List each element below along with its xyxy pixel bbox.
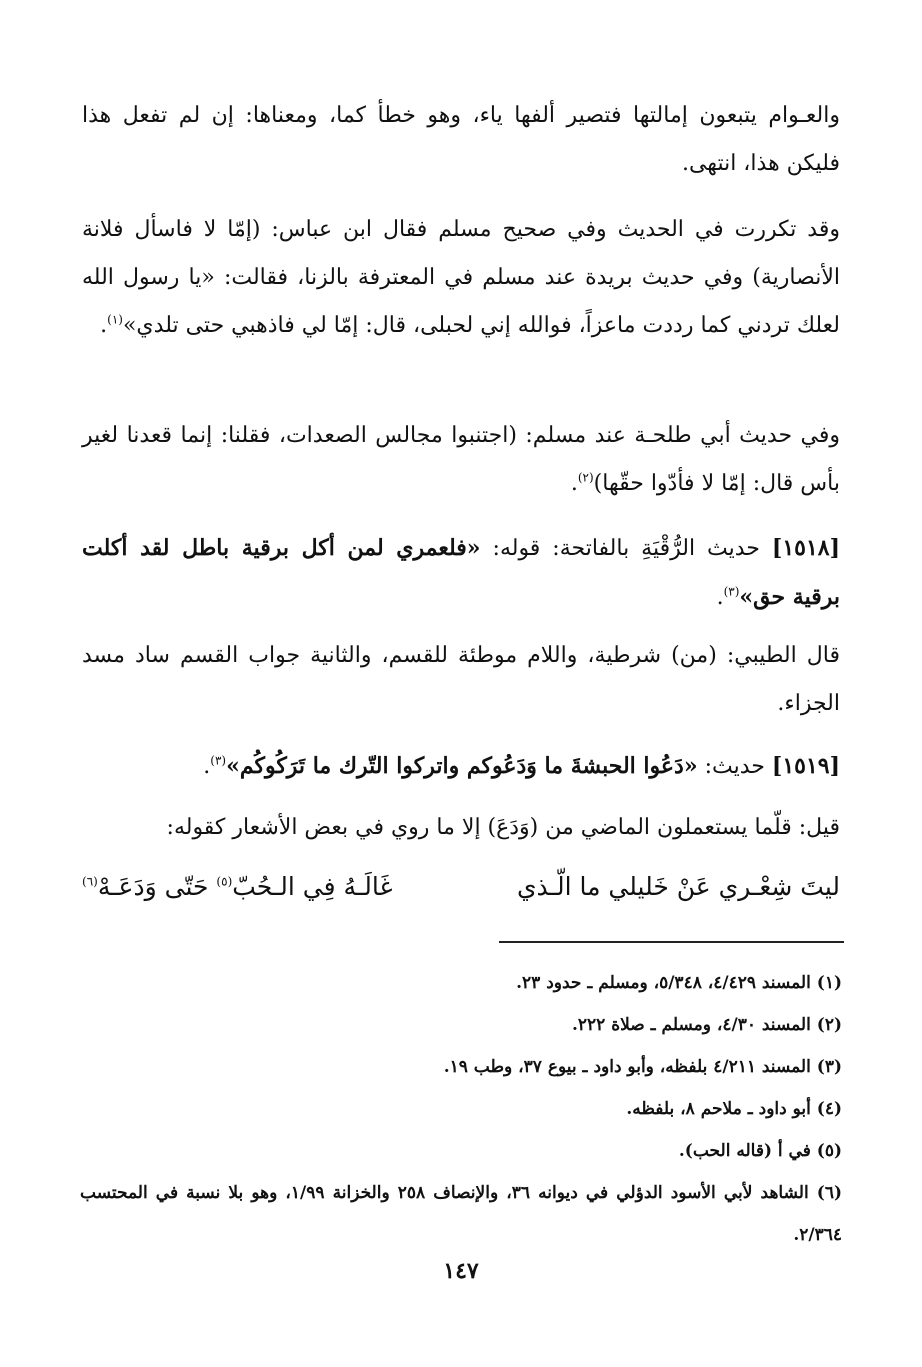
paragraph-tibi-text: قال الطيبي: (من) شرطية، واللام موطئة للقسم، والثانية جواب القسم ساد مسد الجزاء. bbox=[82, 643, 840, 716]
footnote-2: (٢) المسند ٤/٣٠، ومسلم ـ صلاة ٢٢٢. bbox=[571, 1015, 842, 1035]
paragraph-imala bbox=[82, 92, 840, 188]
verse-second-hemistich bbox=[82, 872, 393, 901]
paragraph-qillama bbox=[82, 804, 840, 852]
poetry-verse bbox=[82, 866, 840, 922]
paragraph-hadith-repeated-text: وقد تكررت في الحديث وفي صحيح مسلم فقال ابن عباس: (إمّا لا فاسأل فلانة الأنصارية) وفي حديث بريدة عند مسلم في المعترفة بالزنا، فقالت: «يا رسول الله لعلك تردني كما رددت ماعزاً، فوالله إني لحبلى، قال: إمّا لي فاذهبي حتى تلدي» bbox=[82, 217, 840, 338]
footnote-1: (١) المسند ٤/٤٢٩، ٥/٣٤٨، ومسلم ـ حدود ٢٣. bbox=[516, 973, 842, 993]
hadith-1518-quote: «فلعمري لمن أكل برقية باطل لقد أكلت برقية حق» bbox=[82, 535, 840, 610]
hadith-1519-intro: حديث: bbox=[704, 754, 765, 779]
paragraph-abu-talha-text: وفي حديث أبي طلحـة عند مسلم: (اجتنبوا مجالس الصعدات، فقلنا: إنما قعدنا لغير بأس قال: إمّا لا فأدّوا حقّها) bbox=[82, 423, 840, 496]
paragraph-imala-text: والعـوام يتبعون إمالتها فتصير ألفها ياء، وهو خطأ كما، ومعناها: إن لم تفعل هذا فليكن هذا، انتهى. bbox=[82, 103, 840, 176]
paragraph-abu-talha: وفي حديث أبي طلحـة عند مسلم: (اجتنبوا مجالس الصعدات، فقلنا: إنما قعدنا لغير بأس قال: إمّا لا فأدّوا حقّها)$^{(٢)}$. bbox=[82, 423, 840, 496]
paragraph-tibi bbox=[82, 632, 840, 728]
footnote-6: (٦) الشاهد لأبي الأسود الدؤلي في ديوانه ٣٦، والإنصاف ٢٥٨ والخزانة ١/٩٩، وهو بلا نسبة في المحتسب ٢/٣٦٤. bbox=[80, 1183, 843, 1245]
footnote-ref-3b: (٣) bbox=[210, 753, 227, 768]
footnote-ref-6: (٦) bbox=[82, 874, 98, 889]
hadith-number-1518: [١٥١٨] bbox=[771, 535, 841, 561]
footnote-ref-3a: (٣) bbox=[723, 584, 740, 599]
verse-second-hemistich-end: حَتّى وَدَعَـهْ bbox=[97, 872, 209, 901]
hadith-entry-1519: [١٥١٩] حديث: «دَعُوا الحبشةَ ما وَدَعُوكم واتركوا التّرك ما تَرَكُوكُم»$^{(٣)}$. bbox=[203, 753, 840, 779]
hadith-1519-quote: «دَعُوا الحبشةَ ما وَدَعُوكم واتركوا التّرك ما تَرَكُوكُم» bbox=[226, 753, 698, 779]
verse-first-hemistich: ليتَ شِعْـري عَنْ خَليلي ما الّـذي bbox=[516, 872, 840, 901]
hadith-number-1519: [١٥١٩] bbox=[771, 753, 840, 779]
footnote-ref-5: (٥) bbox=[216, 874, 233, 889]
paragraph-qillama-text: قيل: قلّما يستعملون الماضي من (وَدَعَ) إلا ما روي في بعض الأشعار كقوله: bbox=[166, 815, 840, 840]
footnote-5: (٥) في أ (قاله الحب). bbox=[678, 1141, 842, 1161]
verse-second-hemistich-start: غَالَـهُ فِي الـحُبّ bbox=[232, 872, 393, 901]
footnote-separator bbox=[499, 941, 844, 943]
page-number: ١٤٧ bbox=[443, 1258, 479, 1284]
hadith-1518-intro: حديث الرُّقْيَةِ بالفاتحة: قوله: bbox=[492, 536, 760, 561]
paragraph-hadith-repeated: وقد تكررت في الحديث وفي صحيح مسلم فقال ابن عباس: (إمّا لا فاسأل فلانة الأنصارية) وفي حديث بريدة عند مسلم في المعترفة بالزنا، فقالت: «يا رسول الله لعلك تردني كما رددت ماعزاً، فوالله إني لحبلى، قال: إمّا لي فاذهبي حتى تلدي»$^{(١)}$. bbox=[82, 217, 840, 338]
hadith-entry-1518: [١٥١٨] حديث الرُّقْيَةِ بالفاتحة: قوله: «فلعمري لمن أكل برقية باطل لقد أكلت برقية حق»$^{(٣)}$. bbox=[82, 535, 841, 610]
footnote-4: (٤) أبو داود ـ ملاحم ٨، بلفظه. bbox=[626, 1099, 842, 1119]
footnote-ref-2: (٢) bbox=[577, 470, 594, 485]
footnote-ref-1: (١) bbox=[107, 312, 123, 327]
footnote-3: (٣) المسند ٤/٢١١ بلفظه، وأبو داود ـ بيوع ٣٧، وطب ١٩. bbox=[443, 1057, 842, 1077]
